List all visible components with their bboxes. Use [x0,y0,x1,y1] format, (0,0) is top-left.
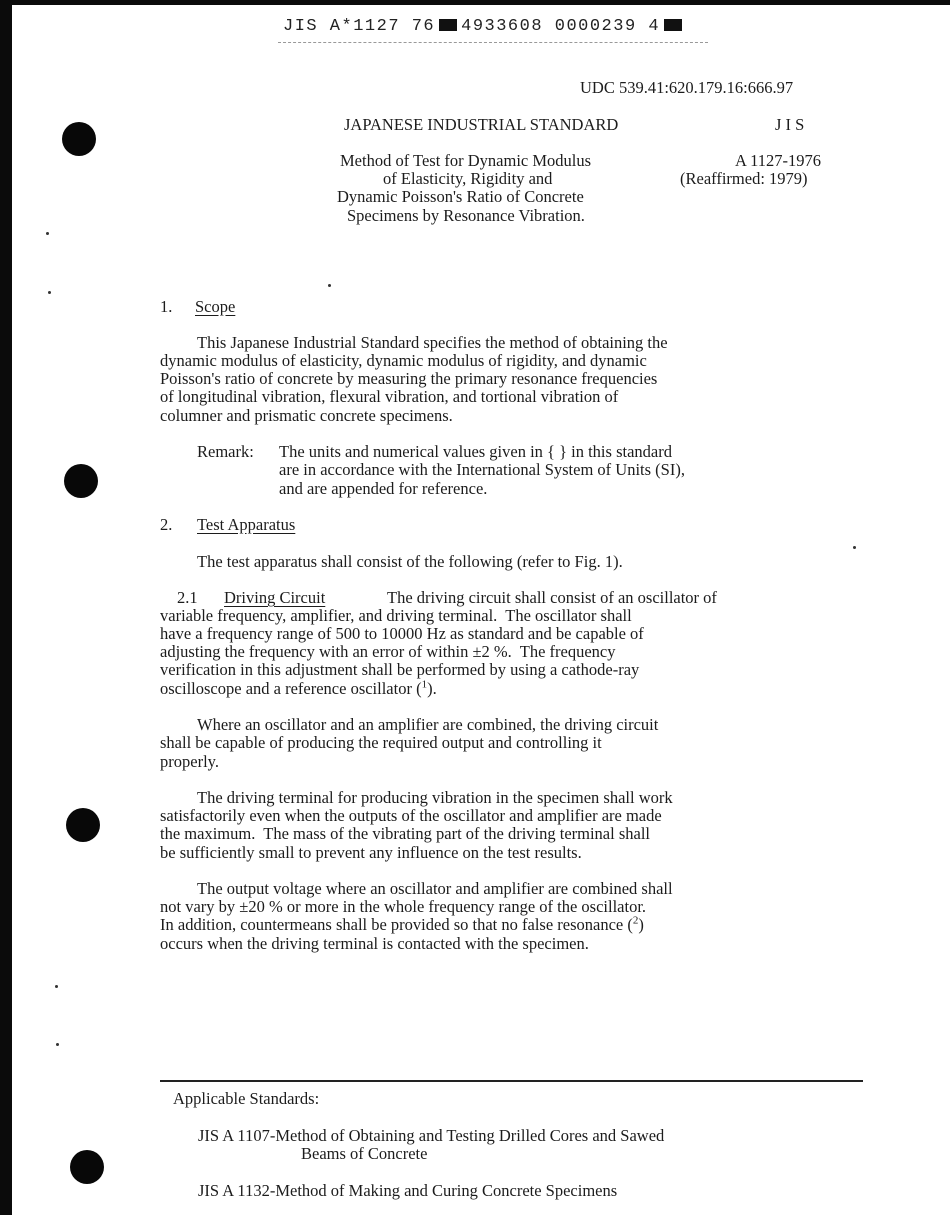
remark-label: Remark: [197,442,254,461]
title-line-3: Dynamic Poisson's Ratio of Concrete [337,187,584,206]
section-1-heading: Scope [195,297,236,316]
terminal-line-4: be sufficiently small to prevent any influence on the test results. [160,843,582,862]
section-2-number: 2. [160,515,173,534]
subsection-2-1-heading: Driving Circuit [224,588,326,607]
terminal-line-2: satisfactorily even when the outputs of the oscillator and amplifier are made [160,806,662,825]
section-2-intro: The test apparatus shall consist of the following (refer to Fig. 1). [197,552,623,571]
driving-circuit-line-2: variable frequency, amplifier, and driving terminal. The oscillator shall [160,606,632,625]
output-line-3 [160,916,644,934]
driving-circuit-line-6-end: ). [427,679,437,698]
driving-circuit-line-5: verification in this adjustment shall be performed by using a cathode-ray [160,660,640,679]
binder-hole-2 [64,464,98,498]
driving-circuit-line-4: adjusting the frequency with an error of within ±2 %. The frequency [160,642,616,661]
title-line-4: Specimens by Resonance Vibration. [347,206,585,225]
document-code [283,17,686,36]
reaffirmed-date: (Reaffirmed: 1979) [680,169,808,188]
redaction-block [664,19,682,31]
remark-line-1: The units and numerical values given in { } in this standard [279,442,672,461]
driving-circuit-line-3: have a frequency range of 500 to 10000 Hz as standard and be capable of [160,624,644,643]
binder-hole-1 [62,122,96,156]
scan-speck [56,1043,59,1046]
footnote-ref-2: 2 [632,914,639,927]
scope-line-5: columner and prismatic concrete specimens. [160,406,453,425]
driving-circuit-line-6-text: oscilloscope and a reference oscillator ( [160,679,422,698]
remark-line-2: are in accordance with the International System of Units (SI), [279,460,685,479]
combined-line-1: Where an oscillator and an amplifier are combined, the driving circuit [197,715,659,734]
title-line-2: of Elasticity, Rigidity and [383,169,553,188]
driving-circuit-line-6 [160,680,437,698]
redaction-block [439,19,457,31]
scope-line-4: of longitudinal vibration, flexural vibration, and tortional vibration of [160,387,619,406]
scan-left-border [0,0,12,1215]
applicable-standard-2: JIS A 1132-Method of Making and Curing Concrete Specimens [198,1181,618,1200]
output-line-2: not vary by ±20 % or more in the whole frequency range of the oscillator. [160,897,647,916]
footnote-ref-1: 1 [421,678,428,691]
scope-line-3: Poisson's ratio of concrete by measuring the primary resonance frequencies [160,369,658,388]
binder-hole-3 [66,808,100,842]
driving-circuit-line-1: The driving circuit shall consist of an oscillator of [387,588,717,607]
title-line-1: Method of Test for Dynamic Modulus [340,151,592,170]
terminal-line-3: the maximum. The mass of the vibrating part of the driving terminal shall [160,824,651,843]
output-line-3-end: ) [638,915,644,934]
code-underline [278,42,708,44]
applicable-standards-label: Applicable Standards: [173,1089,320,1108]
scope-line-2: dynamic modulus of elasticity, dynamic modulus of rigidity, and dynamic [160,351,647,370]
output-line-4: occurs when the driving terminal is contacted with the specimen. [160,934,589,953]
document-code-part1: JIS A*1127 76 [283,17,436,36]
scan-speck [328,284,331,287]
applicable-standard-1-continued: Beams of Concrete [301,1144,428,1163]
standard-number: A 1127-1976 [735,151,822,170]
scan-speck [46,232,49,235]
applicable-standard-1: JIS A 1107-Method of Obtaining and Testing Drilled Cores and Sawed [198,1126,665,1145]
standard-abbreviation: J I S [775,115,805,134]
scan-top-border [0,0,950,5]
standard-name: JAPANESE INDUSTRIAL STANDARD [344,115,619,134]
subsection-2-1-number: 2.1 [177,588,198,607]
combined-line-3: properly. [160,752,219,771]
document-code-part2: 4933608 0000239 4 [461,17,661,36]
output-line-3-text: In addition, countermeans shall be provided so that no false resonance ( [160,915,633,934]
scan-speck [853,546,856,549]
section-1-number: 1. [160,297,173,316]
footer-rule [160,1080,863,1082]
output-line-1: The output voltage where an oscillator and amplifier are combined shall [197,879,673,898]
binder-hole-4 [70,1150,104,1184]
scan-speck [55,985,58,988]
scope-line-1: This Japanese Industrial Standard specifies the method of obtaining the [197,333,668,352]
scan-speck [48,291,51,294]
combined-line-2: shall be capable of producing the required output and controlling it [160,733,602,752]
section-2-heading: Test Apparatus [197,515,296,534]
terminal-line-1: The driving terminal for producing vibration in the specimen shall work [197,788,673,807]
remark-line-3: and are appended for reference. [279,479,488,498]
udc-number: UDC 539.41:620.179.16:666.97 [580,78,794,97]
